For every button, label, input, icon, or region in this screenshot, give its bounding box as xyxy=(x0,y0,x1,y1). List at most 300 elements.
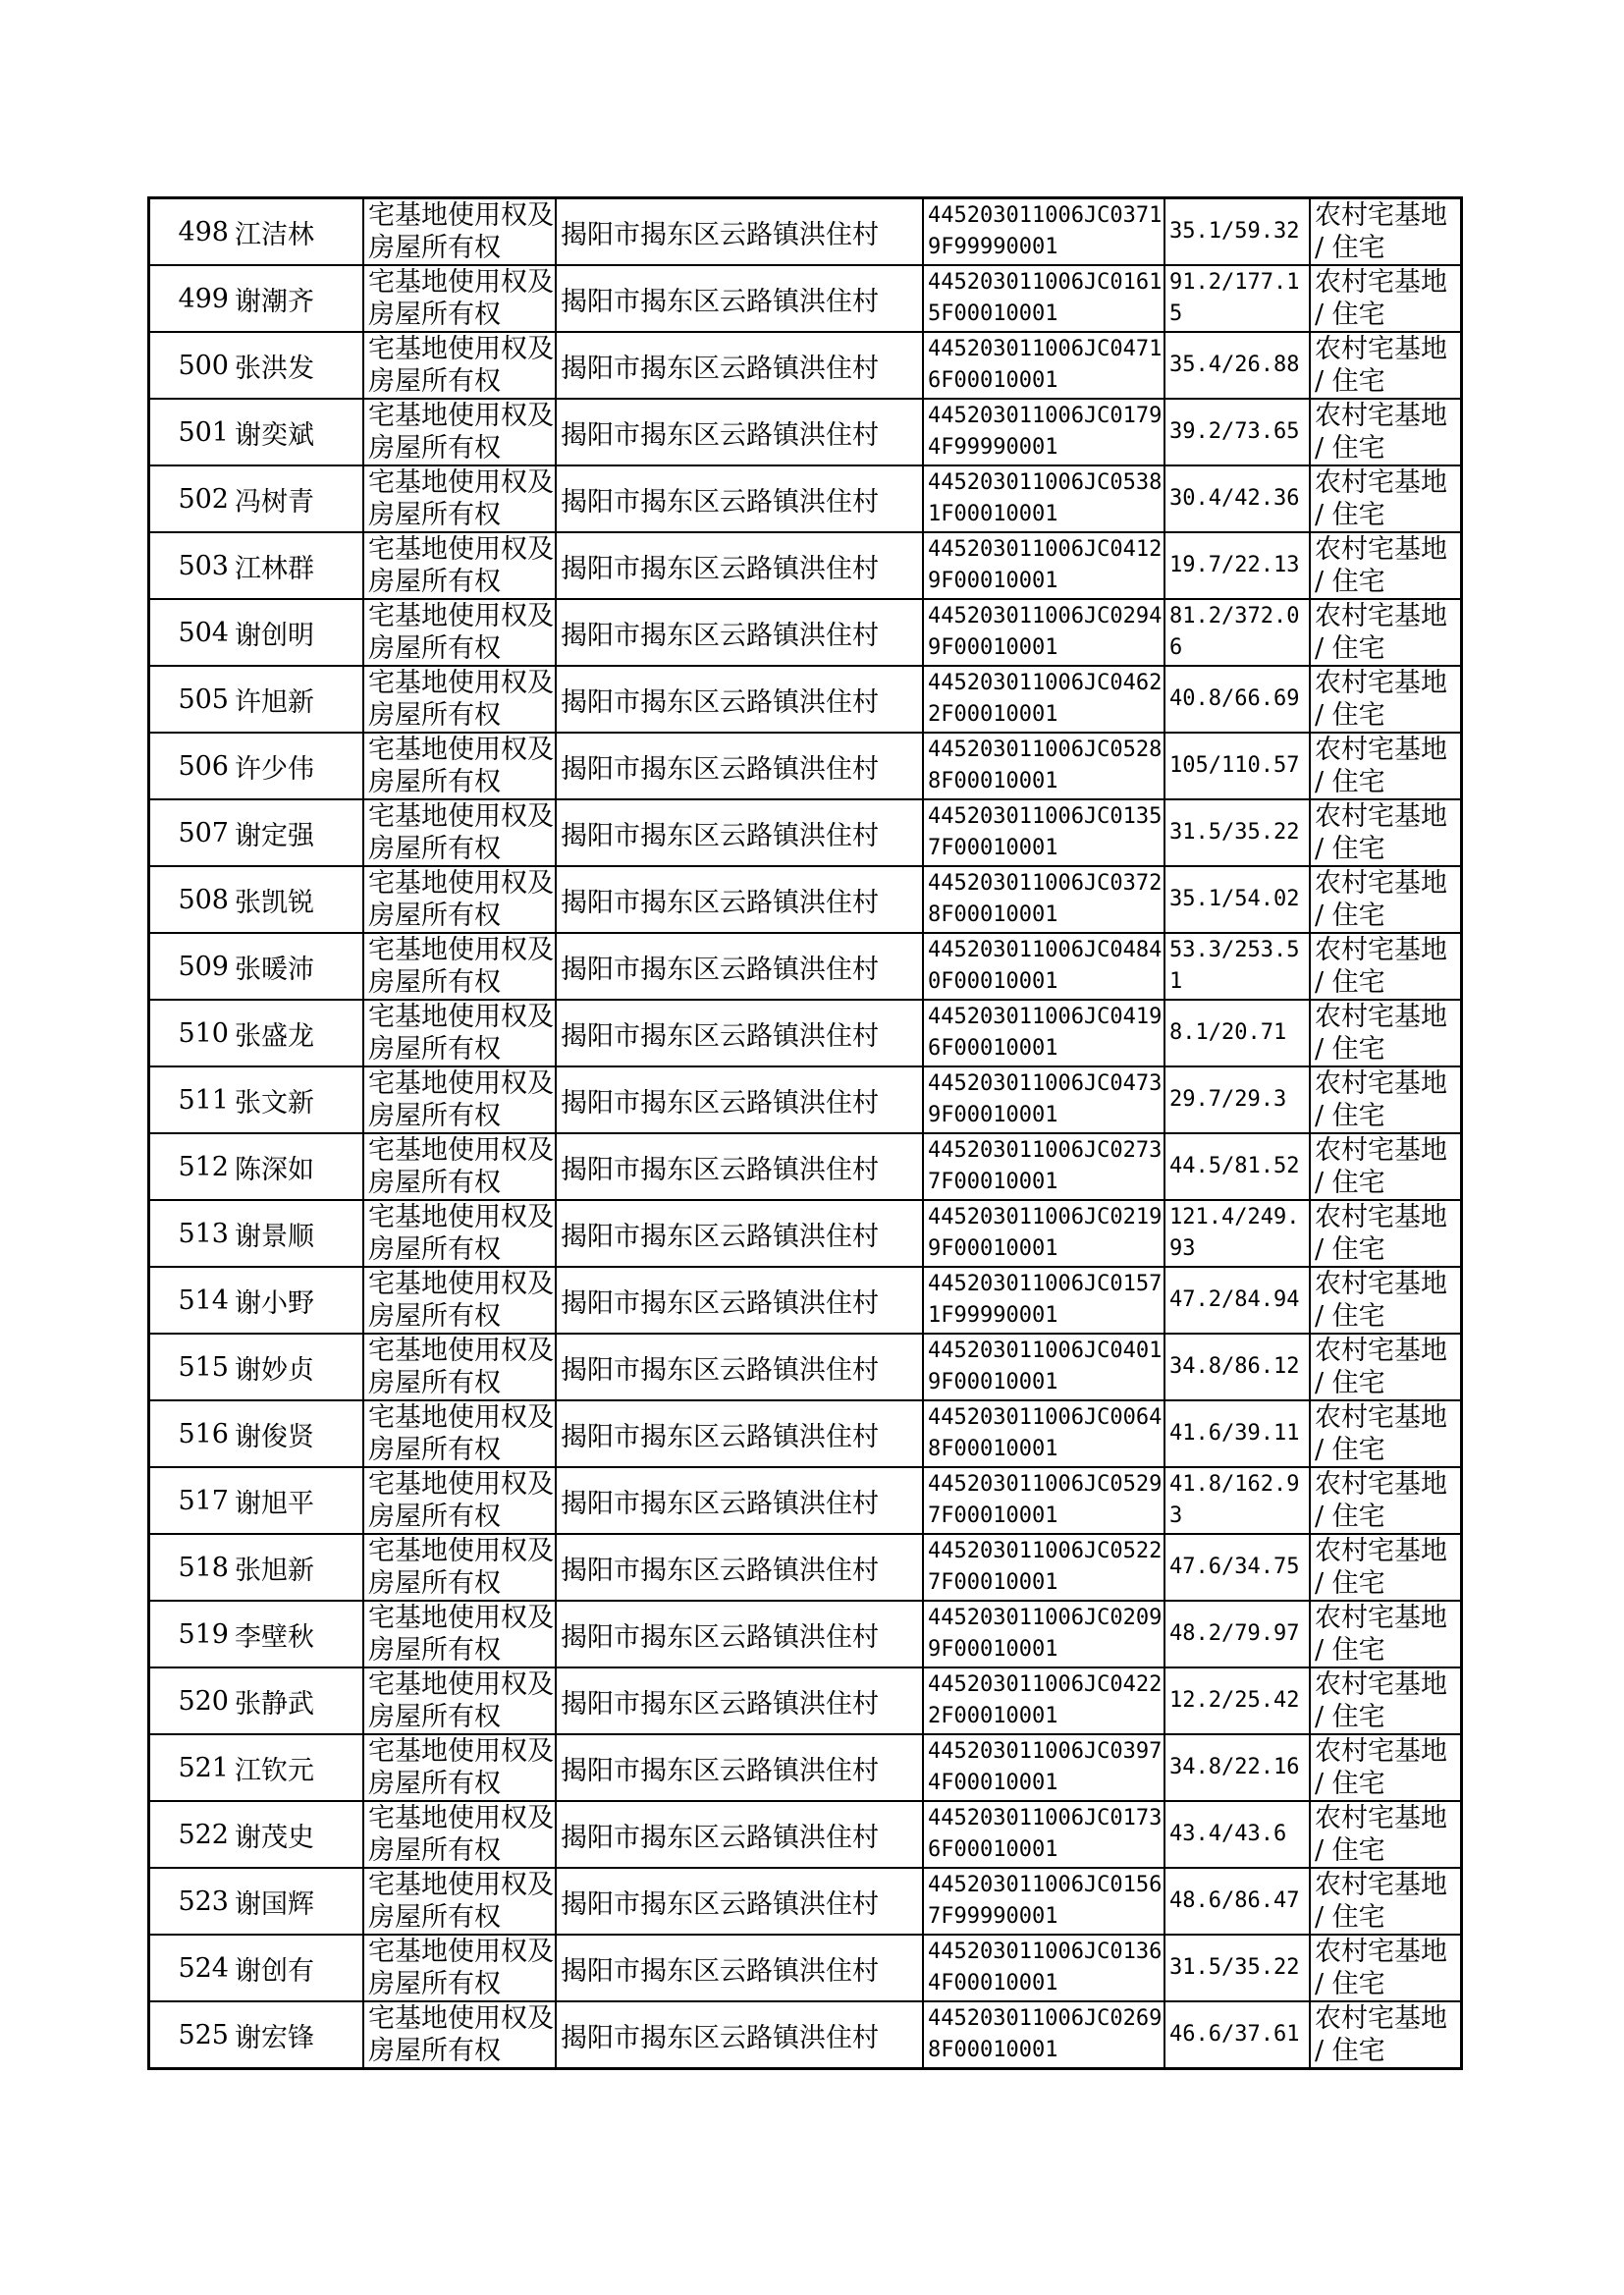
location-address-cell xyxy=(556,1200,923,1267)
land-use: 农村宅基地 / 住宅 xyxy=(1315,1603,1447,1666)
right-type: 宅基地使用权及房屋所有权 xyxy=(368,334,554,397)
owner-name-cell xyxy=(233,733,363,799)
area-value: 47.2/84.94 xyxy=(1169,1287,1300,1312)
location-address: 揭阳市揭东区云路镇洪住村 xyxy=(561,1287,879,1319)
land-use-cell xyxy=(1310,532,1462,599)
registration-table xyxy=(147,196,1463,2070)
table-row xyxy=(149,1868,1462,1935)
land-use: 农村宅基地 / 住宅 xyxy=(1315,1068,1447,1131)
area-value-cell xyxy=(1164,1801,1310,1868)
unit-code: 445203011006JC01615F00010001 xyxy=(928,270,1163,326)
unit-code: 445203011006JC04622F00010001 xyxy=(928,671,1163,727)
unit-code-cell xyxy=(923,1467,1164,1534)
land-use: 农村宅基地 / 住宅 xyxy=(1315,1736,1447,1799)
location-address: 揭阳市揭东区云路镇洪住村 xyxy=(561,419,879,451)
owner-name-cell xyxy=(233,1467,363,1534)
unit-code: 445203011006JC02949F00010001 xyxy=(928,604,1163,660)
record-number: 509 xyxy=(178,951,229,982)
land-use: 农村宅基地 / 住宅 xyxy=(1315,1002,1447,1065)
location-address: 揭阳市揭东区云路镇洪住村 xyxy=(561,887,879,918)
unit-code-cell xyxy=(923,265,1164,332)
area-value: 31.5/35.22 xyxy=(1169,1955,1300,1980)
record-number: 516 xyxy=(178,1418,229,1449)
unit-code-cell xyxy=(923,799,1164,866)
area-value: 35.4/26.88 xyxy=(1169,353,1300,377)
area-value-cell xyxy=(1164,198,1310,266)
table-row xyxy=(149,1400,1462,1467)
right-type-cell xyxy=(363,733,556,799)
right-type: 宅基地使用权及房屋所有权 xyxy=(368,868,554,931)
record-number: 521 xyxy=(178,1752,229,1783)
owner-name-cell xyxy=(233,1400,363,1467)
location-address: 揭阳市揭东区云路镇洪住村 xyxy=(561,954,879,985)
unit-code: 445203011006JC01364F00010001 xyxy=(928,1940,1163,1995)
right-type-cell xyxy=(363,866,556,933)
unit-code: 445203011006JC03974F00010001 xyxy=(928,1739,1163,1795)
unit-code: 445203011006JC04716F00010001 xyxy=(928,337,1163,393)
unit-code-cell xyxy=(923,1200,1164,1267)
land-use: 农村宅基地 / 住宅 xyxy=(1315,1803,1447,1866)
area-value: 41.6/39.11 xyxy=(1169,1421,1300,1446)
right-type: 宅基地使用权及房屋所有权 xyxy=(368,267,554,330)
right-type-cell xyxy=(363,198,556,266)
right-type: 宅基地使用权及房屋所有权 xyxy=(368,668,554,731)
unit-code-cell xyxy=(923,1133,1164,1200)
unit-code: 445203011006JC03728F00010001 xyxy=(928,871,1163,927)
owner-name-cell xyxy=(233,1801,363,1868)
location-address: 揭阳市揭东区云路镇洪住村 xyxy=(561,1421,879,1452)
location-address-cell xyxy=(556,1400,923,1467)
right-type: 宅基地使用权及房屋所有权 xyxy=(368,801,554,864)
area-value: 43.4/43.6 xyxy=(1169,1822,1287,1846)
record-number-cell xyxy=(149,1400,234,1467)
location-address-cell xyxy=(556,1868,923,1935)
location-address-cell xyxy=(556,198,923,266)
owner-name: 谢小野 xyxy=(235,1287,314,1319)
unit-code-cell xyxy=(923,866,1164,933)
owner-name: 张旭新 xyxy=(235,1555,314,1586)
record-number: 523 xyxy=(178,1885,229,1917)
unit-code-cell xyxy=(923,532,1164,599)
location-address-cell xyxy=(556,1801,923,1868)
unit-code-cell xyxy=(923,1267,1164,1334)
land-use: 农村宅基地 / 住宅 xyxy=(1315,2003,1447,2066)
owner-name-cell xyxy=(233,1935,363,2001)
right-type: 宅基地使用权及房屋所有权 xyxy=(368,1068,554,1131)
area-value: 29.7/29.3 xyxy=(1169,1087,1287,1112)
record-number-cell xyxy=(149,1935,234,2001)
land-use-cell xyxy=(1310,599,1462,666)
area-value-cell xyxy=(1164,1400,1310,1467)
right-type: 宅基地使用权及房屋所有权 xyxy=(368,1937,554,1999)
location-address-cell xyxy=(556,532,923,599)
land-use-cell xyxy=(1310,1734,1462,1801)
land-use: 农村宅基地 / 住宅 xyxy=(1315,601,1447,664)
right-type: 宅基地使用权及房屋所有权 xyxy=(368,601,554,664)
owner-name: 谢旭平 xyxy=(235,1488,314,1519)
record-number: 514 xyxy=(178,1284,229,1316)
land-use: 农村宅基地 / 住宅 xyxy=(1315,1269,1447,1332)
owner-name-cell xyxy=(233,532,363,599)
land-use-cell xyxy=(1310,1601,1462,1667)
right-type: 宅基地使用权及房屋所有权 xyxy=(368,1402,554,1465)
area-value-cell xyxy=(1164,1667,1310,1734)
table-row xyxy=(149,2001,1462,2069)
land-use: 农村宅基地 / 住宅 xyxy=(1315,668,1447,731)
land-use: 农村宅基地 / 住宅 xyxy=(1315,267,1447,330)
record-number: 515 xyxy=(178,1351,229,1383)
owner-name-cell xyxy=(233,1868,363,1935)
owner-name: 江林群 xyxy=(235,553,314,584)
right-type-cell xyxy=(363,399,556,465)
right-type-cell xyxy=(363,1467,556,1534)
area-value: 39.2/73.65 xyxy=(1169,419,1300,444)
right-type: 宅基地使用权及房屋所有权 xyxy=(368,401,554,464)
table-row xyxy=(149,265,1462,332)
unit-code-cell xyxy=(923,599,1164,666)
unit-code: 445203011006JC04739F00010001 xyxy=(928,1071,1163,1127)
location-address-cell xyxy=(556,666,923,733)
owner-name: 陈深如 xyxy=(235,1154,314,1185)
record-number-cell xyxy=(149,599,234,666)
location-address-cell xyxy=(556,332,923,399)
owner-name-cell xyxy=(233,1334,363,1400)
owner-name: 张洪发 xyxy=(235,353,314,384)
area-value-cell xyxy=(1164,399,1310,465)
land-use-cell xyxy=(1310,1467,1462,1534)
owner-name-cell xyxy=(233,1200,363,1267)
owner-name: 谢俊贤 xyxy=(235,1421,314,1452)
record-number: 500 xyxy=(178,350,229,381)
unit-code-cell xyxy=(923,1935,1164,2001)
area-value: 31.5/35.22 xyxy=(1169,820,1300,845)
unit-code: 445203011006JC04196F00010001 xyxy=(928,1005,1163,1061)
record-number: 524 xyxy=(178,1952,229,1984)
owner-name-cell xyxy=(233,799,363,866)
area-value: 53.3/253.51 xyxy=(1169,938,1300,994)
land-use-cell xyxy=(1310,2001,1462,2069)
record-number-cell xyxy=(149,399,234,465)
table-row xyxy=(149,1000,1462,1066)
table-row xyxy=(149,666,1462,733)
record-number: 525 xyxy=(178,2019,229,2050)
owner-name: 谢国辉 xyxy=(235,1888,314,1920)
unit-code-cell xyxy=(923,332,1164,399)
right-type-cell xyxy=(363,666,556,733)
table-row xyxy=(149,532,1462,599)
unit-code-cell xyxy=(923,399,1164,465)
owner-name: 谢茂史 xyxy=(235,1822,314,1853)
area-value: 48.6/86.47 xyxy=(1169,1888,1300,1913)
unit-code: 445203011006JC04222F00010001 xyxy=(928,1672,1163,1728)
right-type: 宅基地使用权及房屋所有权 xyxy=(368,1736,554,1799)
location-address: 揭阳市揭东区云路镇洪住村 xyxy=(561,1221,879,1252)
owner-name-cell xyxy=(233,1667,363,1734)
land-use-cell xyxy=(1310,198,1462,266)
record-number: 518 xyxy=(178,1552,229,1583)
location-address-cell xyxy=(556,1734,923,1801)
land-use: 农村宅基地 / 住宅 xyxy=(1315,1669,1447,1732)
owner-name-cell xyxy=(233,399,363,465)
area-value: 47.6/34.75 xyxy=(1169,1555,1300,1579)
right-type-cell xyxy=(363,332,556,399)
record-number-cell xyxy=(149,1334,234,1400)
record-number: 503 xyxy=(178,550,229,581)
owner-name-cell xyxy=(233,1534,363,1601)
area-value-cell xyxy=(1164,1534,1310,1601)
land-use: 农村宅基地 / 住宅 xyxy=(1315,935,1447,998)
location-address: 揭阳市揭东区云路镇洪住村 xyxy=(561,1822,879,1853)
table-row xyxy=(149,733,1462,799)
area-value-cell xyxy=(1164,1200,1310,1267)
unit-code: 445203011006JC04840F00010001 xyxy=(928,938,1163,994)
owner-name: 李壁秋 xyxy=(235,1621,314,1653)
unit-code-cell xyxy=(923,666,1164,733)
land-use-cell xyxy=(1310,1534,1462,1601)
record-number-cell xyxy=(149,265,234,332)
land-use-cell xyxy=(1310,399,1462,465)
location-address: 揭阳市揭东区云路镇洪住村 xyxy=(561,1354,879,1386)
record-number-cell xyxy=(149,1066,234,1133)
land-use: 农村宅基地 / 住宅 xyxy=(1315,1402,1447,1465)
location-address-cell xyxy=(556,1000,923,1066)
location-address-cell xyxy=(556,1601,923,1667)
record-number-cell xyxy=(149,1133,234,1200)
table-body xyxy=(149,198,1462,2069)
location-address: 揭阳市揭东区云路镇洪住村 xyxy=(561,620,879,651)
table-row xyxy=(149,1066,1462,1133)
land-use: 农村宅基地 / 住宅 xyxy=(1315,1336,1447,1398)
right-type-cell xyxy=(363,1935,556,2001)
owner-name: 江钦元 xyxy=(235,1755,314,1786)
area-value-cell xyxy=(1164,1000,1310,1066)
land-use-cell xyxy=(1310,1066,1462,1133)
area-value-cell xyxy=(1164,599,1310,666)
land-use-cell xyxy=(1310,1267,1462,1334)
location-address: 揭阳市揭东区云路镇洪住村 xyxy=(561,1020,879,1052)
record-number-cell xyxy=(149,933,234,1000)
unit-code-cell xyxy=(923,1667,1164,1734)
location-address: 揭阳市揭东区云路镇洪住村 xyxy=(561,1488,879,1519)
owner-name: 张盛龙 xyxy=(235,1020,314,1052)
record-number-cell xyxy=(149,465,234,532)
land-use: 农村宅基地 / 住宅 xyxy=(1315,868,1447,931)
area-value-cell xyxy=(1164,666,1310,733)
land-use: 农村宅基地 / 住宅 xyxy=(1315,1870,1447,1933)
location-address-cell xyxy=(556,1467,923,1534)
record-number-cell xyxy=(149,733,234,799)
table-row xyxy=(149,332,1462,399)
unit-code: 445203011006JC04019F00010001 xyxy=(928,1339,1163,1394)
location-address-cell xyxy=(556,2001,923,2069)
right-type: 宅基地使用权及房屋所有权 xyxy=(368,2003,554,2066)
right-type-cell xyxy=(363,532,556,599)
location-address-cell xyxy=(556,465,923,532)
unit-code: 445203011006JC04129F00010001 xyxy=(928,537,1163,593)
owner-name: 谢创明 xyxy=(235,620,314,651)
owner-name: 谢奕斌 xyxy=(235,419,314,451)
right-type: 宅基地使用权及房屋所有权 xyxy=(368,935,554,998)
record-number: 505 xyxy=(178,683,229,715)
land-use-cell xyxy=(1310,1667,1462,1734)
record-number: 507 xyxy=(178,817,229,848)
unit-code: 445203011006JC02737F00010001 xyxy=(928,1138,1163,1194)
record-number-cell xyxy=(149,1801,234,1868)
table-row xyxy=(149,933,1462,1000)
right-type-cell xyxy=(363,799,556,866)
record-number-cell xyxy=(149,1534,234,1601)
table-row xyxy=(149,1667,1462,1734)
unit-code: 445203011006JC05381F00010001 xyxy=(928,470,1163,526)
right-type: 宅基地使用权及房屋所有权 xyxy=(368,1469,554,1532)
record-number: 501 xyxy=(178,416,229,448)
unit-code-cell xyxy=(923,1601,1164,1667)
unit-code: 445203011006JC01736F00010001 xyxy=(928,1806,1163,1862)
owner-name-cell xyxy=(233,265,363,332)
right-type-cell xyxy=(363,1801,556,1868)
location-address: 揭阳市揭东区云路镇洪住村 xyxy=(561,1888,879,1920)
owner-name-cell xyxy=(233,2001,363,2069)
record-number: 522 xyxy=(178,1819,229,1850)
area-value-cell xyxy=(1164,1467,1310,1534)
location-address-cell xyxy=(556,866,923,933)
owner-name-cell xyxy=(233,866,363,933)
land-use-cell xyxy=(1310,1133,1462,1200)
right-type-cell xyxy=(363,1667,556,1734)
table-row xyxy=(149,1133,1462,1200)
location-address-cell xyxy=(556,1133,923,1200)
record-number-cell xyxy=(149,1200,234,1267)
record-number-cell xyxy=(149,1000,234,1066)
location-address-cell xyxy=(556,1667,923,1734)
right-type: 宅基地使用权及房屋所有权 xyxy=(368,467,554,530)
unit-code: 445203011006JC01571F99990001 xyxy=(928,1272,1163,1328)
land-use-cell xyxy=(1310,866,1462,933)
land-use-cell xyxy=(1310,1868,1462,1935)
unit-code: 445203011006JC00648F00010001 xyxy=(928,1405,1163,1461)
land-use: 农村宅基地 / 住宅 xyxy=(1315,1937,1447,1999)
location-address-cell xyxy=(556,265,923,332)
owner-name: 谢定强 xyxy=(235,820,314,851)
owner-name: 江洁林 xyxy=(235,219,314,250)
location-address: 揭阳市揭东区云路镇洪住村 xyxy=(561,219,879,250)
area-value: 30.4/42.36 xyxy=(1169,486,1300,511)
owner-name-cell xyxy=(233,1066,363,1133)
record-number: 510 xyxy=(178,1017,229,1049)
table-row xyxy=(149,599,1462,666)
unit-code: 445203011006JC02199F00010001 xyxy=(928,1205,1163,1261)
land-use: 农村宅基地 / 住宅 xyxy=(1315,735,1447,797)
location-address-cell xyxy=(556,799,923,866)
owner-name: 谢妙贞 xyxy=(235,1354,314,1386)
right-type: 宅基地使用权及房屋所有权 xyxy=(368,1202,554,1265)
table-row xyxy=(149,1467,1462,1534)
table-row xyxy=(149,399,1462,465)
owner-name-cell xyxy=(233,332,363,399)
right-type: 宅基地使用权及房屋所有权 xyxy=(368,1135,554,1198)
land-use-cell xyxy=(1310,1935,1462,2001)
table-row xyxy=(149,1601,1462,1667)
right-type-cell xyxy=(363,1267,556,1334)
location-address-cell xyxy=(556,599,923,666)
table-row xyxy=(149,799,1462,866)
unit-code-cell xyxy=(923,1000,1164,1066)
land-use-cell xyxy=(1310,666,1462,733)
owner-name: 许旭新 xyxy=(235,686,314,718)
record-number: 502 xyxy=(178,483,229,515)
owner-name: 谢创有 xyxy=(235,1955,314,1987)
owner-name: 张凯锐 xyxy=(235,887,314,918)
location-address: 揭阳市揭东区云路镇洪住村 xyxy=(561,1955,879,1987)
right-type-cell xyxy=(363,1000,556,1066)
right-type: 宅基地使用权及房屋所有权 xyxy=(368,1803,554,1866)
unit-code-cell xyxy=(923,933,1164,1000)
area-value: 91.2/177.15 xyxy=(1169,270,1300,326)
record-number: 513 xyxy=(178,1218,229,1249)
owner-name: 许少伟 xyxy=(235,753,314,785)
owner-name: 张静武 xyxy=(235,1688,314,1720)
owner-name: 谢景顺 xyxy=(235,1221,314,1252)
table-row xyxy=(149,1200,1462,1267)
right-type: 宅基地使用权及房屋所有权 xyxy=(368,1269,554,1332)
land-use: 农村宅基地 / 住宅 xyxy=(1315,401,1447,464)
record-number: 506 xyxy=(178,750,229,782)
location-address-cell xyxy=(556,1267,923,1334)
owner-name-cell xyxy=(233,1601,363,1667)
area-value-cell xyxy=(1164,1734,1310,1801)
record-number-cell xyxy=(149,1667,234,1734)
location-address: 揭阳市揭东区云路镇洪住村 xyxy=(561,553,879,584)
right-type: 宅基地使用权及房屋所有权 xyxy=(368,1336,554,1398)
table-row xyxy=(149,198,1462,266)
area-value-cell xyxy=(1164,1868,1310,1935)
area-value-cell xyxy=(1164,465,1310,532)
owner-name-cell xyxy=(233,1734,363,1801)
unit-code: 445203011006JC05288F00010001 xyxy=(928,738,1163,793)
record-number-cell xyxy=(149,198,234,266)
area-value-cell xyxy=(1164,1066,1310,1133)
area-value-cell xyxy=(1164,332,1310,399)
unit-code: 445203011006JC01567F99990001 xyxy=(928,1873,1163,1929)
area-value: 81.2/372.06 xyxy=(1169,604,1300,660)
location-address-cell xyxy=(556,1066,923,1133)
right-type-cell xyxy=(363,1400,556,1467)
area-value: 46.6/37.61 xyxy=(1169,2022,1300,2047)
owner-name: 张暖沛 xyxy=(235,954,314,985)
record-number: 499 xyxy=(178,283,229,314)
unit-code: 445203011006JC03719F99990001 xyxy=(928,203,1163,259)
location-address: 揭阳市揭东区云路镇洪住村 xyxy=(561,1087,879,1119)
record-number-cell xyxy=(149,532,234,599)
right-type-cell xyxy=(363,1734,556,1801)
area-value-cell xyxy=(1164,933,1310,1000)
unit-code-cell xyxy=(923,1868,1164,1935)
right-type-cell xyxy=(363,1868,556,1935)
location-address: 揭阳市揭东区云路镇洪住村 xyxy=(561,1154,879,1185)
area-value-cell xyxy=(1164,265,1310,332)
right-type-cell xyxy=(363,265,556,332)
right-type-cell xyxy=(363,1534,556,1601)
owner-name-cell xyxy=(233,465,363,532)
area-value-cell xyxy=(1164,1334,1310,1400)
location-address-cell xyxy=(556,1935,923,2001)
location-address: 揭阳市揭东区云路镇洪住村 xyxy=(561,1688,879,1720)
land-use: 农村宅基地 / 住宅 xyxy=(1315,534,1447,597)
record-number: 519 xyxy=(178,1618,229,1650)
land-use: 农村宅基地 / 住宅 xyxy=(1315,801,1447,864)
unit-code-cell xyxy=(923,1801,1164,1868)
area-value: 34.8/86.12 xyxy=(1169,1354,1300,1379)
